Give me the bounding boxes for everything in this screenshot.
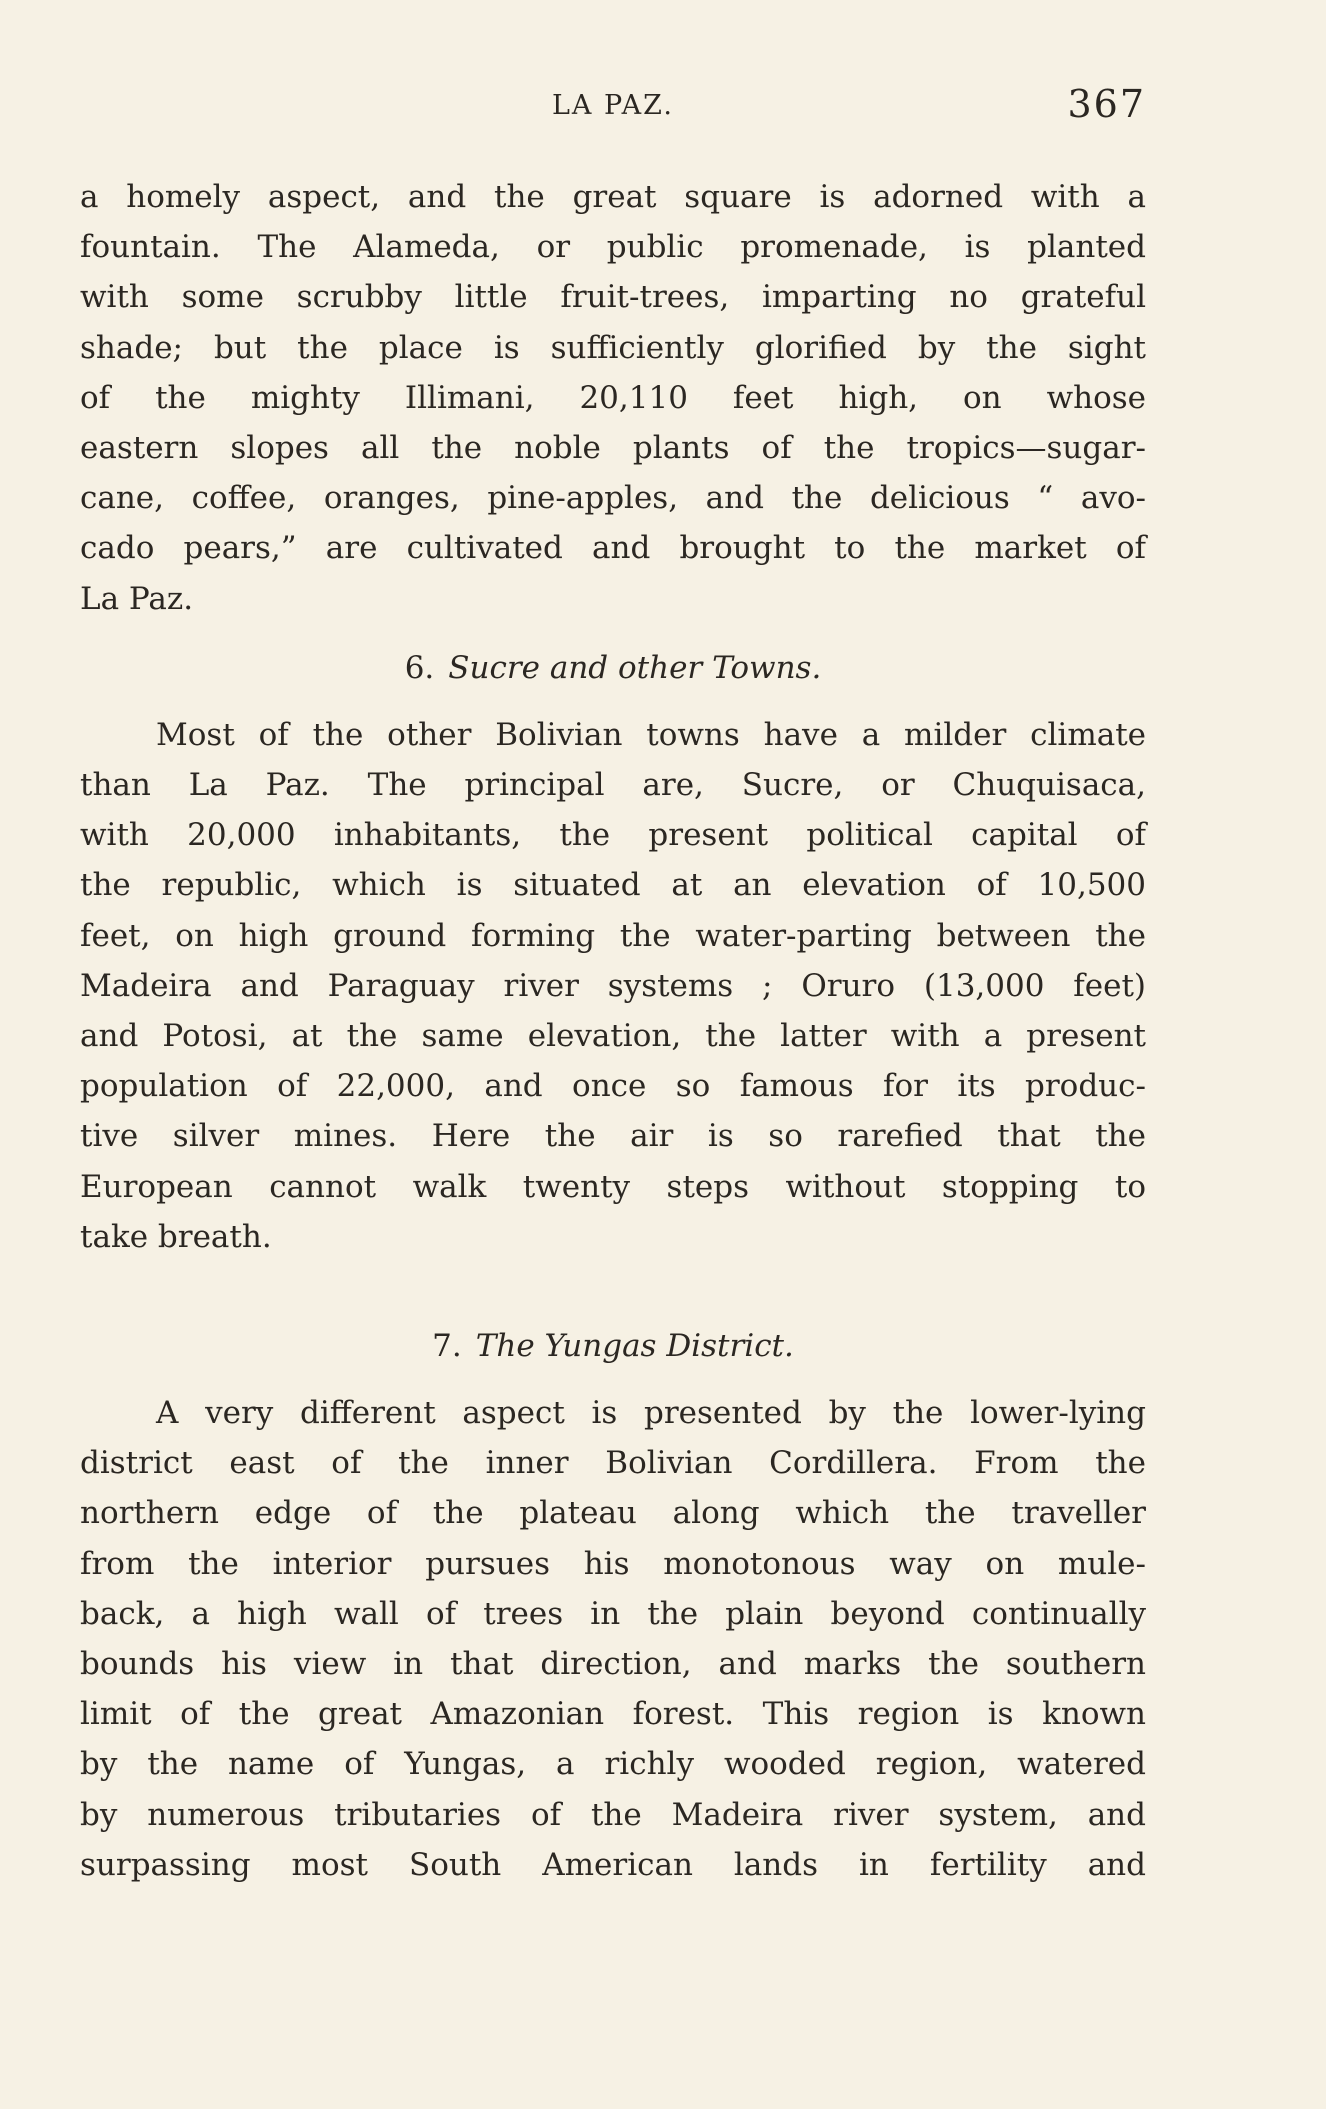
running-title: LA PAZ. bbox=[551, 90, 675, 121]
paragraph-sucre bbox=[80, 710, 1146, 1262]
text-line: from the interior pursues his monotonous way on mule- bbox=[80, 1545, 1146, 1582]
paragraph-yungas bbox=[80, 1388, 1146, 1890]
section-number: 7. bbox=[432, 1328, 462, 1365]
text-line: back, a high wall of trees in the plain beyond continually bbox=[80, 1595, 1146, 1632]
section-title: Sucre and other Towns. bbox=[448, 649, 822, 686]
text-line: with some scrubby little fruit-trees, imparting no grateful bbox=[80, 279, 1146, 316]
text-line: by the name of Yungas, a richly wooded region, watered bbox=[80, 1746, 1146, 1783]
text-line: fountain. The Alameda, or public promenade, is planted bbox=[80, 229, 1146, 266]
text-line: surpassing most South American lands in fertility and bbox=[80, 1846, 1146, 1883]
text-line: by numerous tributaries of the Madeira river system, and bbox=[80, 1796, 1146, 1833]
text-line: Most of the other Bolivian towns have a milder climate bbox=[156, 716, 1146, 753]
text-line: eastern slopes all the noble plants of the tropics—sugar- bbox=[80, 430, 1146, 467]
section-number: 6. bbox=[404, 649, 435, 686]
text-line: La Paz. bbox=[80, 580, 194, 617]
text-line: northern edge of the plateau along which the traveller bbox=[80, 1495, 1146, 1532]
text-line: bounds his view in that direction, and marks the southern bbox=[80, 1646, 1146, 1683]
text-line: Madeira and Paraguay river systems ; Oruro (13,000 feet) bbox=[80, 967, 1146, 1004]
text-line: take breath. bbox=[80, 1218, 272, 1255]
section-heading-7 bbox=[80, 1328, 1146, 1364]
text-line: population of 22,000, and once so famous for its produc- bbox=[80, 1068, 1146, 1105]
text-line: European cannot walk twenty steps without stopping to bbox=[80, 1168, 1146, 1205]
text-line: with 20,000 inhabitants, the present political capital of bbox=[80, 817, 1146, 854]
text-line: of the mighty Illimani, 20,110 feet high, on whose bbox=[80, 379, 1146, 416]
text-line: limit of the great Amazonian forest. This region is known bbox=[80, 1696, 1146, 1733]
text-line: a homely aspect, and the great square is adorned with a bbox=[80, 179, 1146, 215]
section-heading-6 bbox=[80, 650, 1146, 686]
body-text bbox=[80, 172, 1146, 1890]
text-line: district east of the inner Bolivian Cordillera. From the bbox=[80, 1445, 1146, 1482]
page-number: 367 bbox=[1067, 82, 1146, 126]
text-line: the republic, which is situated at an elevation of 10,500 bbox=[80, 867, 1146, 904]
text-line: tive silver mines. Here the air is so rarefied that the bbox=[80, 1118, 1146, 1155]
text-line: A very different aspect is presented by the lower-lying bbox=[156, 1395, 1146, 1432]
text-line: cane, coffee, oranges, pine-apples, and the delicious “ avo- bbox=[80, 480, 1146, 517]
section-title: The Yungas District. bbox=[475, 1328, 794, 1365]
text-line: shade; but the place is sufficiently glorified by the sight bbox=[80, 329, 1146, 366]
text-line: than La Paz. The principal are, Sucre, or Chuquisaca, bbox=[80, 767, 1146, 804]
running-head bbox=[80, 82, 1146, 132]
text-line: cado pears,” are cultivated and brought to the market of bbox=[80, 530, 1146, 567]
text-line: and Potosi, at the same elevation, the latter with a present bbox=[80, 1018, 1146, 1055]
text-line: feet, on high ground forming the water-parting between the bbox=[80, 917, 1146, 954]
paragraph-la-paz bbox=[80, 172, 1146, 624]
